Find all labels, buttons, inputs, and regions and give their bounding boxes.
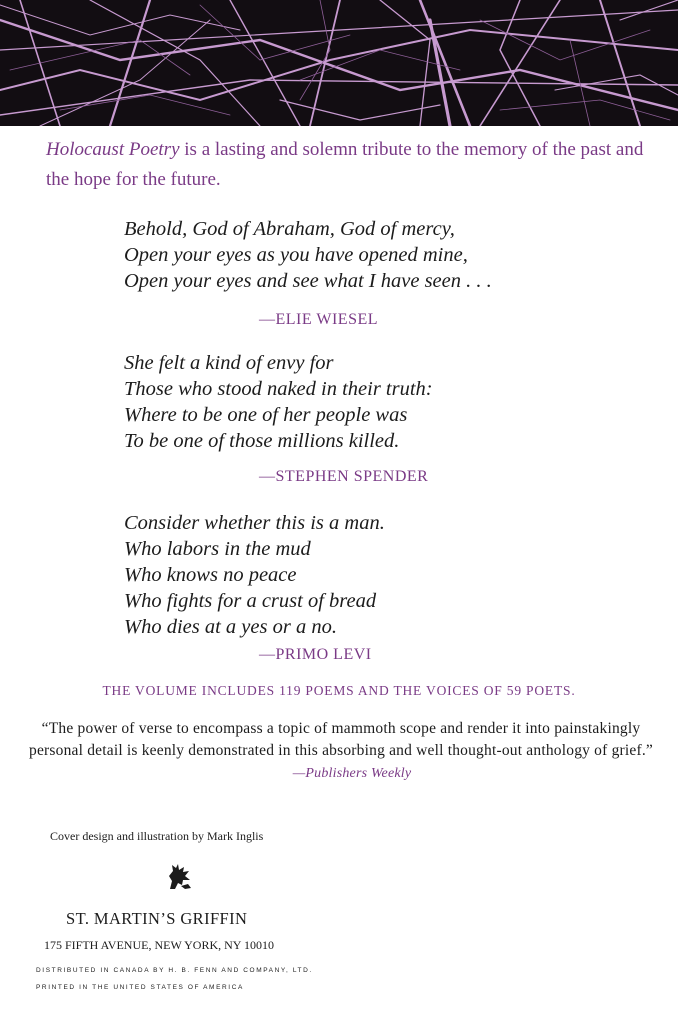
review-quote (26, 718, 656, 785)
intro-blurb (46, 135, 646, 195)
poem-excerpt-3 (124, 510, 385, 640)
poem-attribution-2: —STEPHEN SPENDER (259, 468, 429, 485)
intro-text: is a lasting and solemn tribute to the memory of the past and the hope for the future. (46, 139, 644, 190)
poem-attribution-1: —ELIE WIESEL (259, 311, 379, 328)
poem-line: Open your eyes as you have opened mine, (124, 244, 468, 266)
printed-note: PRINTED IN THE UNITED STATES OF AMERICA (36, 984, 244, 991)
publisher-address: 175 FIFTH AVENUE, NEW YORK, NY 10010 (44, 938, 275, 952)
distribution-note: DISTRIBUTED IN CANADA BY H. B. FENN AND COMPANY, LTD. (36, 967, 313, 974)
poem-line: Consider whether this is a man. (124, 512, 385, 534)
poem-attribution-3: —PRIMO LEVI (259, 646, 372, 663)
poem-line: Who fights for a crust of bread (124, 590, 377, 612)
poem-line: Who dies at a yes or a no. (124, 616, 337, 638)
publisher-name: ST. MARTIN’S GRIFFIN (66, 909, 248, 928)
header-branches-illustration (0, 0, 678, 126)
poem-line: She felt a kind of envy for (124, 352, 334, 374)
poem-line: Behold, God of Abraham, God of mercy, (124, 218, 455, 240)
review-text: “The power of verse to encompass a topic of mammoth scope and render it into painstakingly personal detail is keenly demonstrated in this absorbing and well thought-out anthology of grief.” (29, 720, 653, 759)
griffin-logo-icon (166, 862, 192, 890)
poem-excerpt-2 (124, 350, 433, 454)
poem-excerpt-1 (124, 216, 492, 294)
poem-line: Open your eyes and see what I have seen . . . (124, 270, 492, 292)
bare-branches-illustration (0, 0, 678, 126)
volume-contents-note: THE VOLUME INCLUDES 119 POEMS AND THE VOICES OF 59 POETS. (102, 683, 576, 698)
book-title: Holocaust Poetry (46, 139, 180, 160)
poem-line: Who knows no peace (124, 564, 297, 586)
review-source: —Publishers Weekly (292, 766, 412, 781)
poem-line: Where to be one of her people was (124, 404, 408, 426)
poem-line: To be one of those millions killed. (124, 430, 400, 452)
cover-credit: Cover design and illustration by Mark Inglis (50, 829, 264, 843)
poem-line: Who labors in the mud (124, 538, 311, 560)
poem-line: Those who stood naked in their truth: (124, 378, 433, 400)
